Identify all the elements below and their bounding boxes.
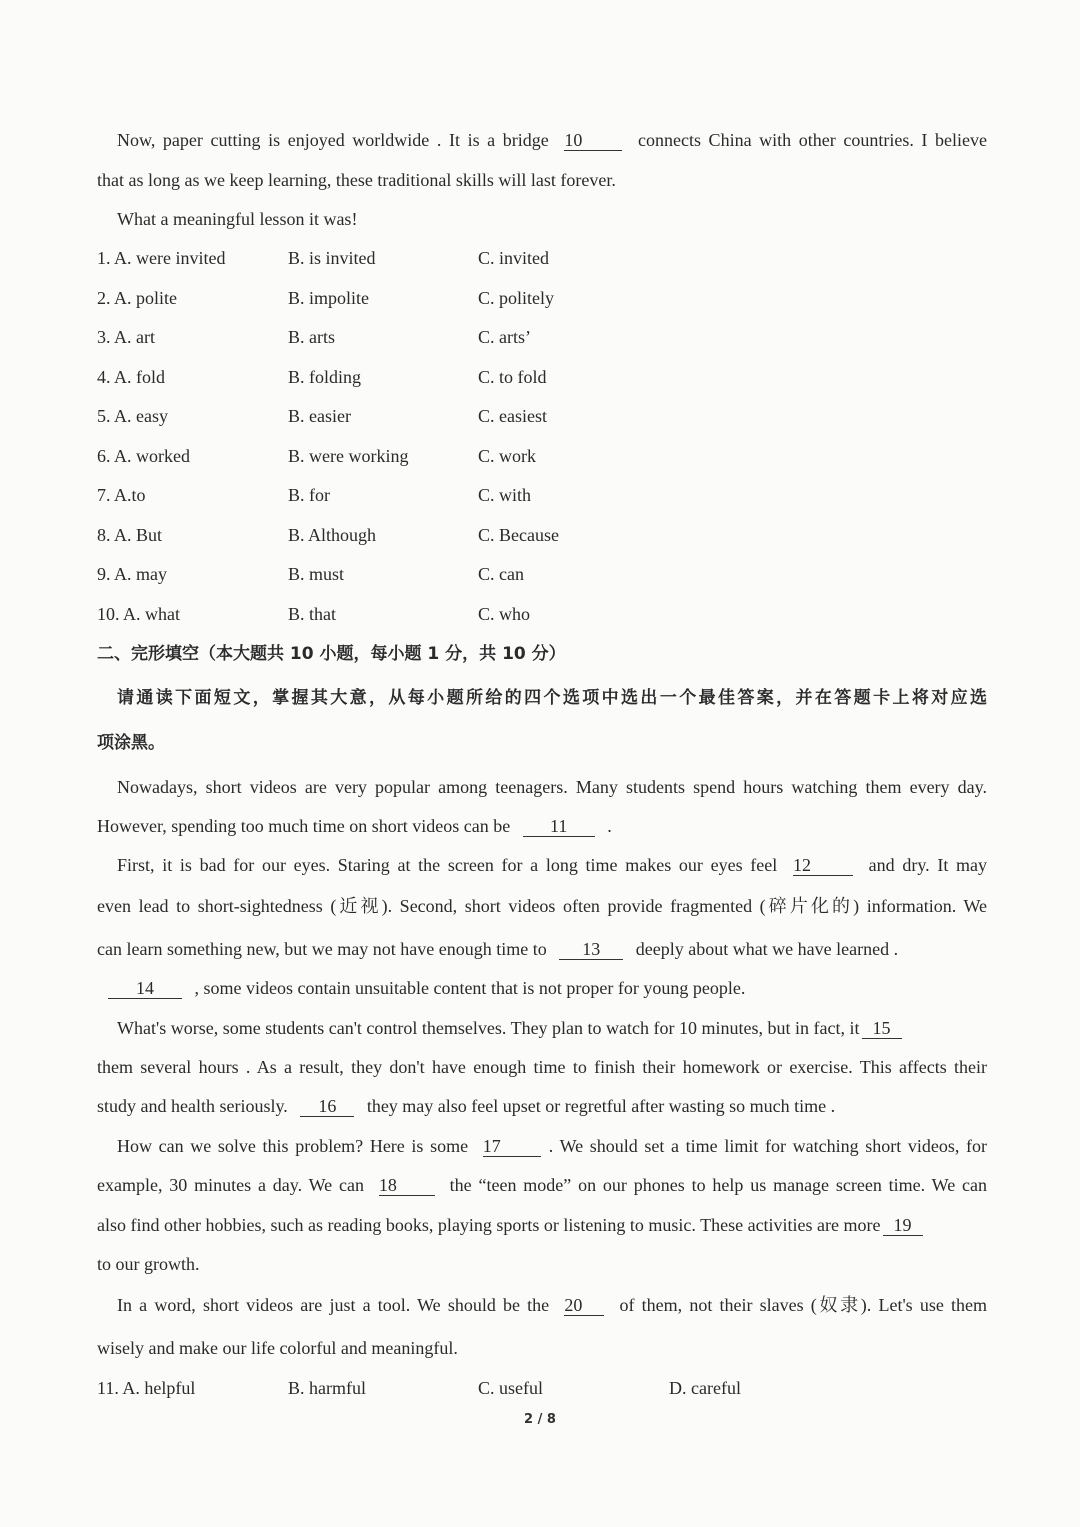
option-b: B. for <box>288 485 330 505</box>
option-b: B. that <box>288 603 336 624</box>
option-b: B. impolite <box>288 287 369 308</box>
option-b: B. were working <box>288 445 409 466</box>
option-c: C. invited <box>478 248 549 268</box>
answer-blank: 13 <box>559 940 623 960</box>
option-a: 4. A. fold <box>97 366 166 387</box>
paragraph-line: even lead to short-sightedness (近视). Second, short videos often provide fragmented (碎片化的) information. We <box>97 896 987 916</box>
option-c: C. work <box>478 445 536 466</box>
option-c: C. easiest <box>478 406 547 426</box>
paragraph-line: 14 , some videos contain unsuitable content that is not proper for young people. <box>100 976 990 1000</box>
option-c: C. with <box>478 485 532 505</box>
option-a: 11. A. helpful <box>97 1378 196 1398</box>
paragraph-line: study and health seriously. 16 they may also feel upset or regretful after wasting so much time . <box>97 1096 836 1116</box>
paragraph-line: How can we solve this problem? Here is some 17 . We should set a time limit for watching short videos, for <box>117 1136 988 1156</box>
paragraph-line: that as long as we keep learning, these traditional skills will last forever. <box>97 170 616 190</box>
answer-blank: 14 <box>108 979 182 999</box>
option-c: C. arts’ <box>478 327 531 347</box>
option-b: B. folding <box>288 366 362 387</box>
answer-blank: 19 <box>883 1216 923 1236</box>
paragraph-line: can learn something new, but we may not have enough time to 13 deeply about what we have learned . <box>97 939 899 959</box>
option-d: D. careful <box>669 1378 741 1398</box>
option-c: C. can <box>478 564 524 584</box>
option-a: 6. A. worked <box>97 445 190 466</box>
paragraph-line: wisely and make our life colorful and meaningful. <box>97 1338 458 1358</box>
option-b: B. Although <box>288 524 377 545</box>
option-a: 8. A. But <box>97 524 163 545</box>
answer-blank: 16 <box>300 1097 354 1117</box>
paragraph-line: also find other hobbies, such as reading books, playing sports or listening to music. These activities are more 19 <box>97 1213 987 1237</box>
paragraph-line: In a word, short videos are just a tool. We should be the 20 of them, not their slaves (奴隶). Let's use them <box>117 1295 988 1315</box>
section-instruction: 项涂黑。 <box>97 733 165 753</box>
paragraph-line: example, 30 minutes a day. We can 18 the “teen mode” on our phones to help us manage screen time. We can <box>97 1175 988 1195</box>
option-b: B. harmful <box>288 1378 366 1398</box>
option-a: 5. A. easy <box>97 406 168 426</box>
answer-blank: 18 <box>379 1176 435 1196</box>
option-b: B. must <box>288 564 345 584</box>
option-a: 3. A. art <box>97 327 155 347</box>
answer-blank: 10 <box>564 131 622 151</box>
answer-blank: 15 <box>862 1019 902 1039</box>
option-a: 2. A. polite <box>97 287 177 308</box>
option-b: B. arts <box>288 327 335 347</box>
option-a: 9. A. may <box>97 564 167 584</box>
answer-blank: 12 <box>793 856 853 876</box>
option-c: C. politely <box>478 287 554 308</box>
option-c: C. Because <box>478 524 559 545</box>
answer-blank: 11 <box>523 817 595 837</box>
paragraph-line: to our growth. <box>97 1254 200 1274</box>
section-heading: 二、完形填空（本大题共 10 小题，每小题 1 分，共 10 分） <box>97 644 566 664</box>
paragraph-line: them several hours . As a result, they don't have enough time to finish their homework or exercise. This affects their <box>97 1057 987 1077</box>
paragraph-line: Nowadays, short videos are very popular among teenagers. Many students spend hours watching them every day. <box>117 777 987 797</box>
option-a: 7. A.to <box>97 485 146 505</box>
paragraph-line: Now, paper cutting is enjoyed worldwide . It is a bridge 10 connects China with other countries. I believe <box>117 130 987 150</box>
paragraph-line: However, spending too much time on short videos can be 11 . <box>97 816 612 836</box>
option-b: B. is invited <box>288 248 376 268</box>
answer-blank: 17 <box>483 1137 541 1157</box>
option-c: C. useful <box>478 1378 543 1398</box>
option-a: 10. A. what <box>97 603 180 624</box>
paragraph-line: What's worse, some students can't control themselves. They plan to watch for 10 minutes, but in fact, it 15 <box>117 1016 987 1040</box>
answer-blank: 20 <box>564 1296 604 1316</box>
section-instruction: 请通读下面短文，掌握其大意，从每小题所给的四个选项中选出一个最佳答案，并在答题卡上将对应选 <box>117 688 987 708</box>
paragraph-line: First, it is bad for our eyes. Staring at the screen for a long time makes our eyes feel 12 and dry. It may <box>117 855 988 875</box>
option-c: C. who <box>478 603 531 624</box>
option-a: 1. A. were invited <box>97 248 226 268</box>
option-c: C. to fold <box>478 366 547 387</box>
page-number: 2 / 8 <box>524 1412 556 1427</box>
option-b: B. easier <box>288 406 351 426</box>
paragraph-line: What a meaningful lesson it was! <box>117 209 358 229</box>
